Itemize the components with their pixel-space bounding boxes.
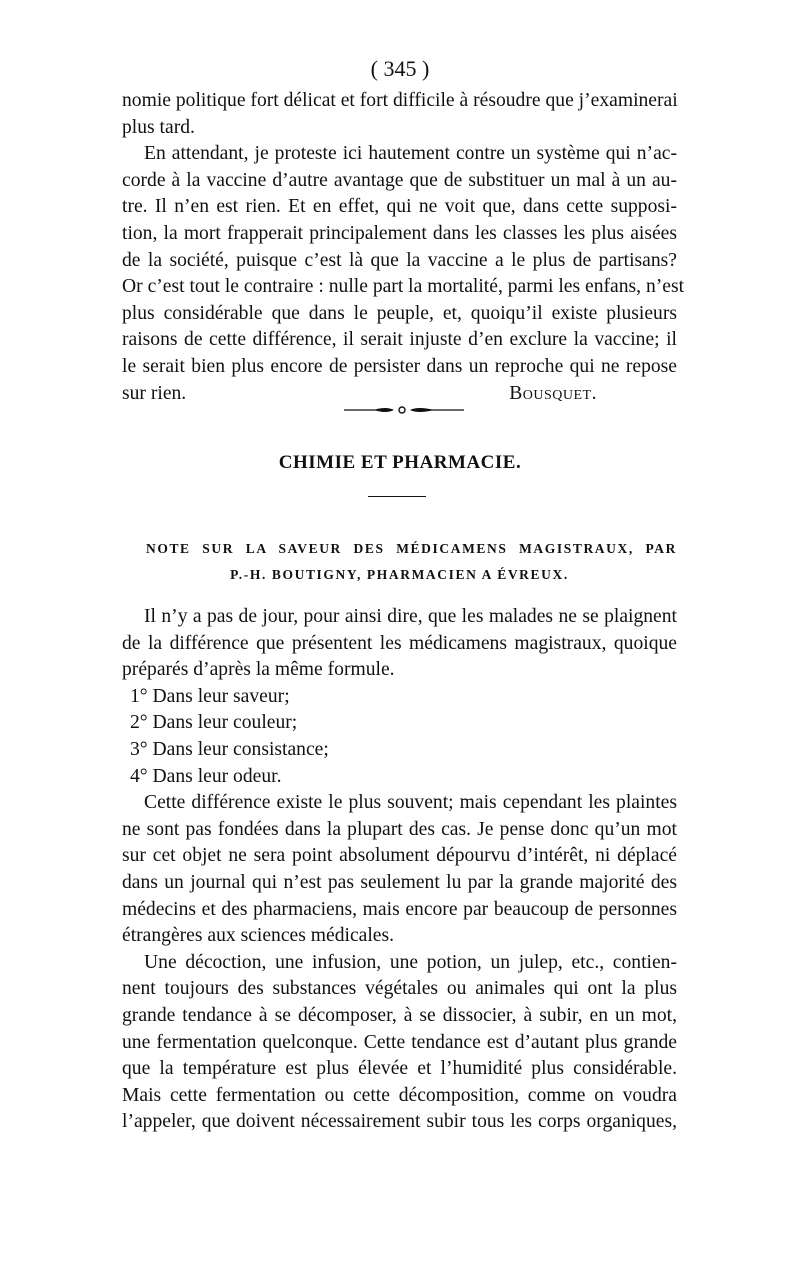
text-line: Cette différence existe le plus souvent; mais cependant les plaintes	[144, 792, 677, 814]
text-line: Il n’y a pas de jour, pour ainsi dire, que les malades ne se plaignent	[144, 606, 677, 627]
text-line: préparés d’après la même formule.	[122, 659, 395, 681]
text-line: Mais cette fermentation ou cette décomposition, comme on voudra	[122, 1084, 677, 1106]
text-line: nomie politique fort délicat et fort difficile à résoudre que j’examinerai	[122, 90, 678, 111]
list-item: 3° Dans leur consistance;	[130, 738, 329, 760]
section-heading: CHIMIE ET PHARMACIE.	[278, 452, 522, 473]
text-line: nent toujours des substances végétales ou animales qui ont la plus	[122, 978, 677, 1000]
list-item: 1° Dans leur saveur;	[130, 685, 290, 707]
text-line: l’appeler, que doivent nécessairement subir tous les corps organiques,	[122, 1111, 677, 1133]
text-line: médecins et des pharmaciens, mais encore par beaucoup de personnes	[122, 898, 677, 920]
text-line: plus considérable que dans le peuple, et, quoiqu’il existe plusieurs	[122, 302, 677, 324]
page-number: ( 345 )	[370, 56, 430, 81]
continuation-text	[122, 88, 685, 407]
text-line: tre. Il n’en est rien. Et en effet, qui ne voit que, dans cette supposi-	[122, 196, 677, 218]
author-signature: Bousquet.	[509, 382, 597, 404]
text-line: étrangères aux sciences médicales.	[122, 925, 394, 947]
text-line: corde à la vaccine d’autre avantage que de substituer un mal à un au-	[122, 169, 677, 191]
text-line: de la société, puisque c’est là que la vaccine a le plus de partisans?	[122, 249, 677, 271]
text-line: le serait bien plus encore de persister dans un reproche qui ne repose	[122, 355, 677, 377]
text-line: dans un journal qui n’est pas seulement lu par la grande majorité des	[122, 871, 677, 893]
ornament-divider-icon	[344, 400, 464, 420]
text-line: grande tendance à se décomposer, à se dissocier, à subir, en un mot,	[122, 1004, 677, 1026]
text-line: Une décoction, une infusion, une potion, un julep, etc., contien-	[144, 951, 677, 973]
article-body	[122, 604, 677, 1136]
text-line: ne sont pas fondées dans la plupart des cas. Je pense donc qu’un mot	[122, 818, 677, 840]
heading-rule	[368, 496, 426, 497]
text-line: sur cet objet ne sera point absolument dépourvu d’intérêt, ni déplacé	[122, 845, 677, 867]
text-line: plus tard.	[122, 116, 195, 138]
text-line: raisons de cette différence, il serait injuste d’en exclure la vaccine; il	[122, 329, 677, 351]
list-item: 4° Dans leur odeur.	[130, 765, 282, 787]
note-title-line: P.-H. BOUTIGNY, PHARMACIEN A ÉVREUX.	[230, 567, 569, 582]
list-item: 2° Dans leur couleur;	[130, 712, 298, 734]
note-title	[122, 536, 677, 588]
text-line: Or c’est tout le contraire : nulle part la mortalité, parmi les enfans, n’est	[122, 276, 685, 298]
note-title-line: NOTE SUR LA SAVEUR DES MÉDICAMENS MAGISTRAUX, PAR	[146, 541, 677, 556]
text-line: sur rien.	[122, 382, 187, 404]
text-line: tion, la mort frapperait principalement dans les classes les plus aisées	[122, 222, 677, 244]
text-line: que la température est plus élevée et l’humidité plus considérable.	[122, 1058, 677, 1080]
text-line: une fermentation quelconque. Cette tendance est d’autant plus grande	[122, 1031, 677, 1053]
text-line: de la différence que présentent les médicamens magistraux, quoique	[122, 632, 677, 654]
text-line: En attendant, je proteste ici hautement contre un système qui n’ac-	[144, 143, 677, 165]
